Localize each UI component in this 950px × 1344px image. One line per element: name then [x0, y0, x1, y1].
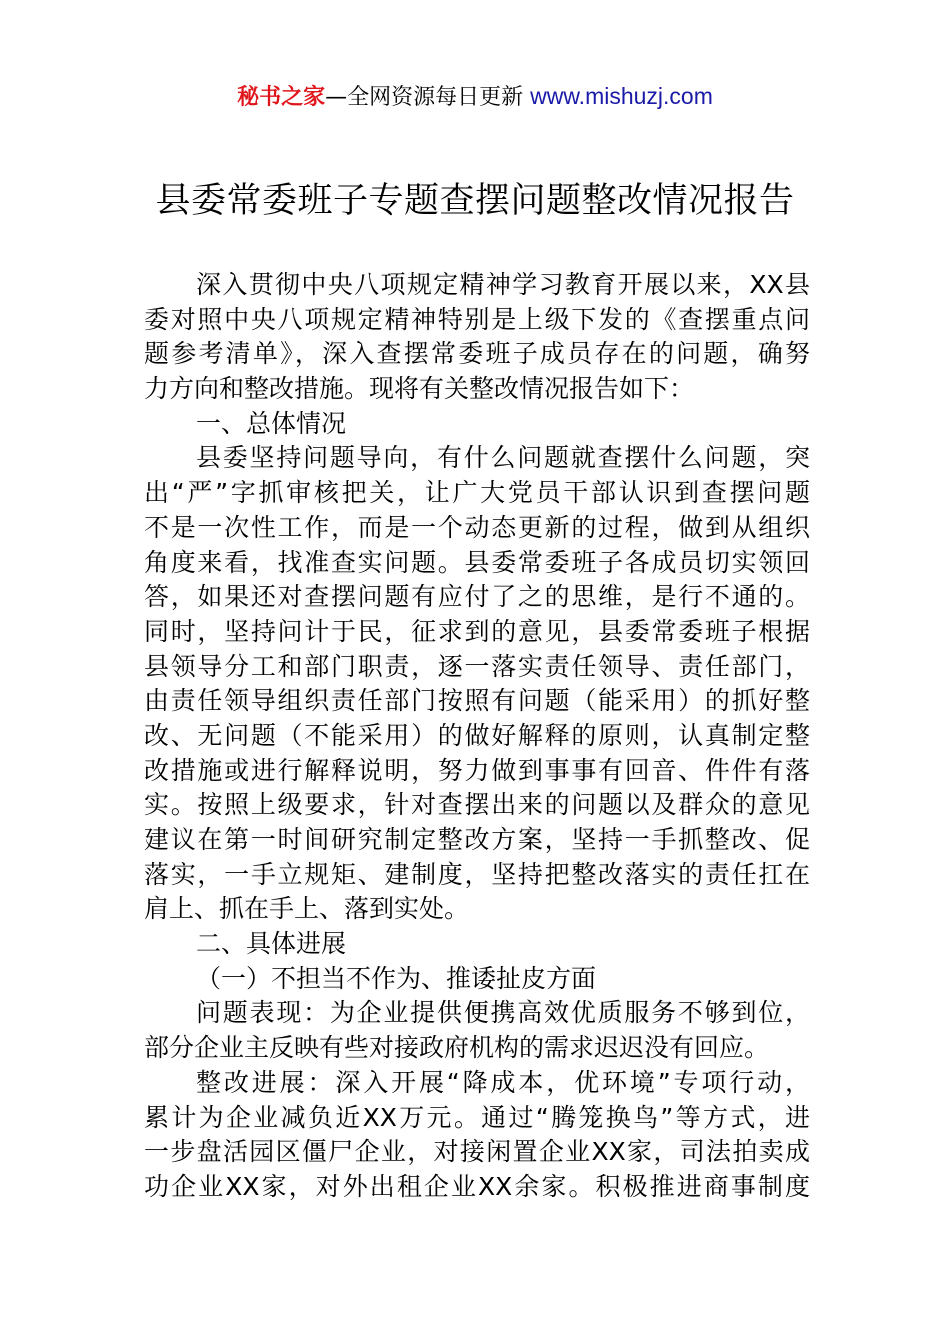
site-url-link[interactable]: www.mishuzj.com: [530, 83, 713, 109]
brand-name: 秘书之家: [237, 85, 326, 110]
site-header: [0, 80, 950, 114]
paragraph-line: 县领导分工和部门职责，逐一落实责任领导、责任部门，: [144, 651, 810, 681]
paragraph-line: 实。按照上级要求，针对查摆出来的问题以及群众的意见: [144, 790, 810, 820]
paragraph-line: 部分企业主反映有些对接政府机构的需求迟迟没有回应。: [144, 1033, 770, 1063]
section-heading: 二、具体进展: [196, 929, 347, 959]
paragraph-line: 建议在第一时间研究制定整改方案，坚持一手抓整改、促: [144, 825, 810, 854]
paragraph-line: 功企业XX家，对外出租企业XX余家。积极推进商事制度: [144, 1171, 810, 1201]
paragraph-line: 落实，一手立规矩、建制度，坚持把整改落实的责任扛在: [144, 859, 810, 889]
paragraph-line: 改、无问题（不能采用）的做好解释的原则，认真制定整: [144, 720, 810, 750]
paragraph-line: 不是一次性工作，而是一个动态更新的过程，做到从组织: [144, 512, 810, 542]
paragraph-line: 答，如果还对查摆问题有应付了之的思维，是行不通的。: [144, 582, 810, 612]
document-body: [144, 268, 810, 1205]
paragraph-line: 县委坚持问题导向，有什么问题就查摆什么问题，突: [196, 443, 810, 473]
paragraph-line: 一步盘活园区僵尸企业，对接闲置企业XX家，司法拍卖成: [144, 1137, 810, 1167]
header-tagline: —全网资源每日更新: [325, 85, 531, 110]
subsection-heading: （一）不担当不作为、推诿扯皮方面: [196, 963, 597, 993]
paragraph-line: 问题表现：为企业提供便携高效优质服务不够到位，: [196, 998, 810, 1028]
paragraph-line: 力方向和整改措施。现将有关整改情况报告如下：: [144, 374, 695, 404]
paragraph-line: 整改进展：深入开展“降成本，优环境”专项行动，: [196, 1067, 810, 1097]
paragraph-line: 题参考清单》，深入查摆常委班子成员存在的问题，确努: [144, 339, 810, 369]
paragraph-line: 累计为企业减负近XX万元。通过“腾笼换鸟”等方式，进: [144, 1102, 810, 1132]
paragraph-line: 由责任领导组织责任部门按照有问题（能采用）的抓好整: [144, 686, 810, 716]
paragraph-line: 改措施或进行解释说明，努力做到事事有回音、件件有落: [144, 755, 810, 785]
paragraph-line: 深入贯彻中央八项规定精神学习教育开展以来，XX县: [196, 270, 810, 299]
section-heading: 一、总体情况: [196, 408, 347, 438]
document-title: 县委常委班子专题查摆问题整改情况报告: [155, 181, 795, 221]
paragraph-line: 肩上、抓在手上、落到实处。: [144, 894, 470, 924]
paragraph-line: 委对照中央八项规定精神特别是上级下发的《查摆重点问: [144, 304, 810, 334]
paragraph-line: 角度来看，找准查实问题。县委常委班子各成员切实领回: [144, 547, 810, 577]
paragraph-line: 同时，坚持问计于民，征求到的意见，县委常委班子根据: [144, 616, 810, 646]
paragraph-line: 出“严”字抓审核把关，让广大党员干部认识到查摆问题: [144, 478, 810, 508]
